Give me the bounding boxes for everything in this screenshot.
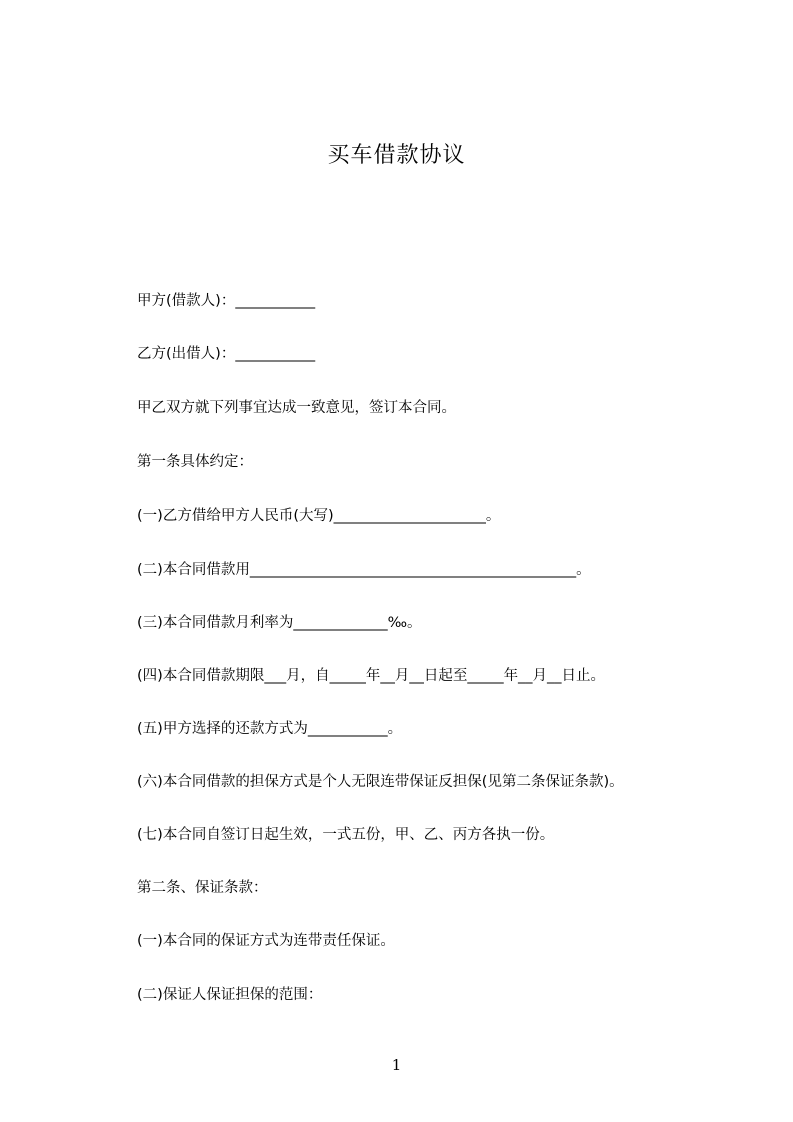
clause-1-4: (四)本合同借款期限___月，自_____年__月__日起至_____年__月__日止。 bbox=[137, 668, 606, 684]
article-1-heading: 第一条具体约定： bbox=[137, 454, 253, 470]
clause-2-2: (二)保证人保证担保的范围： bbox=[137, 987, 323, 1003]
party-a-line: 甲方(借款人)：___________ bbox=[137, 293, 316, 309]
party-b-line: 乙方(出借人)：___________ bbox=[137, 346, 316, 362]
clause-1-5: (五)甲方选择的还款方式为___________。 bbox=[137, 721, 403, 737]
clause-1-7: (七)本合同自签订日起生效，一式五份，甲、乙、丙方各执一份。 bbox=[137, 827, 555, 843]
article-2-heading: 第二条、保证条款： bbox=[137, 880, 268, 896]
clause-1-1: (一)乙方借给甲方人民币(大写)_____________________。 bbox=[137, 508, 501, 524]
clause-1-6: (六)本合同借款的担保方式是个人无限连带保证反担保(见第二条保证条款)。 bbox=[137, 774, 624, 790]
document-title: 买车借款协议 bbox=[327, 143, 466, 168]
clause-1-3: (三)本合同借款月利率为_____________‰。 bbox=[137, 615, 422, 631]
agreement-intro: 甲乙双方就下列事宜达成一致意见，签订本合同。 bbox=[137, 400, 456, 416]
clause-2-1: (一)本合同的保证方式为连带责任保证。 bbox=[137, 933, 395, 949]
clause-1-2: (二)本合同借款用_____________________________________________。 bbox=[137, 562, 591, 578]
page-number: 1 bbox=[391, 1056, 402, 1074]
